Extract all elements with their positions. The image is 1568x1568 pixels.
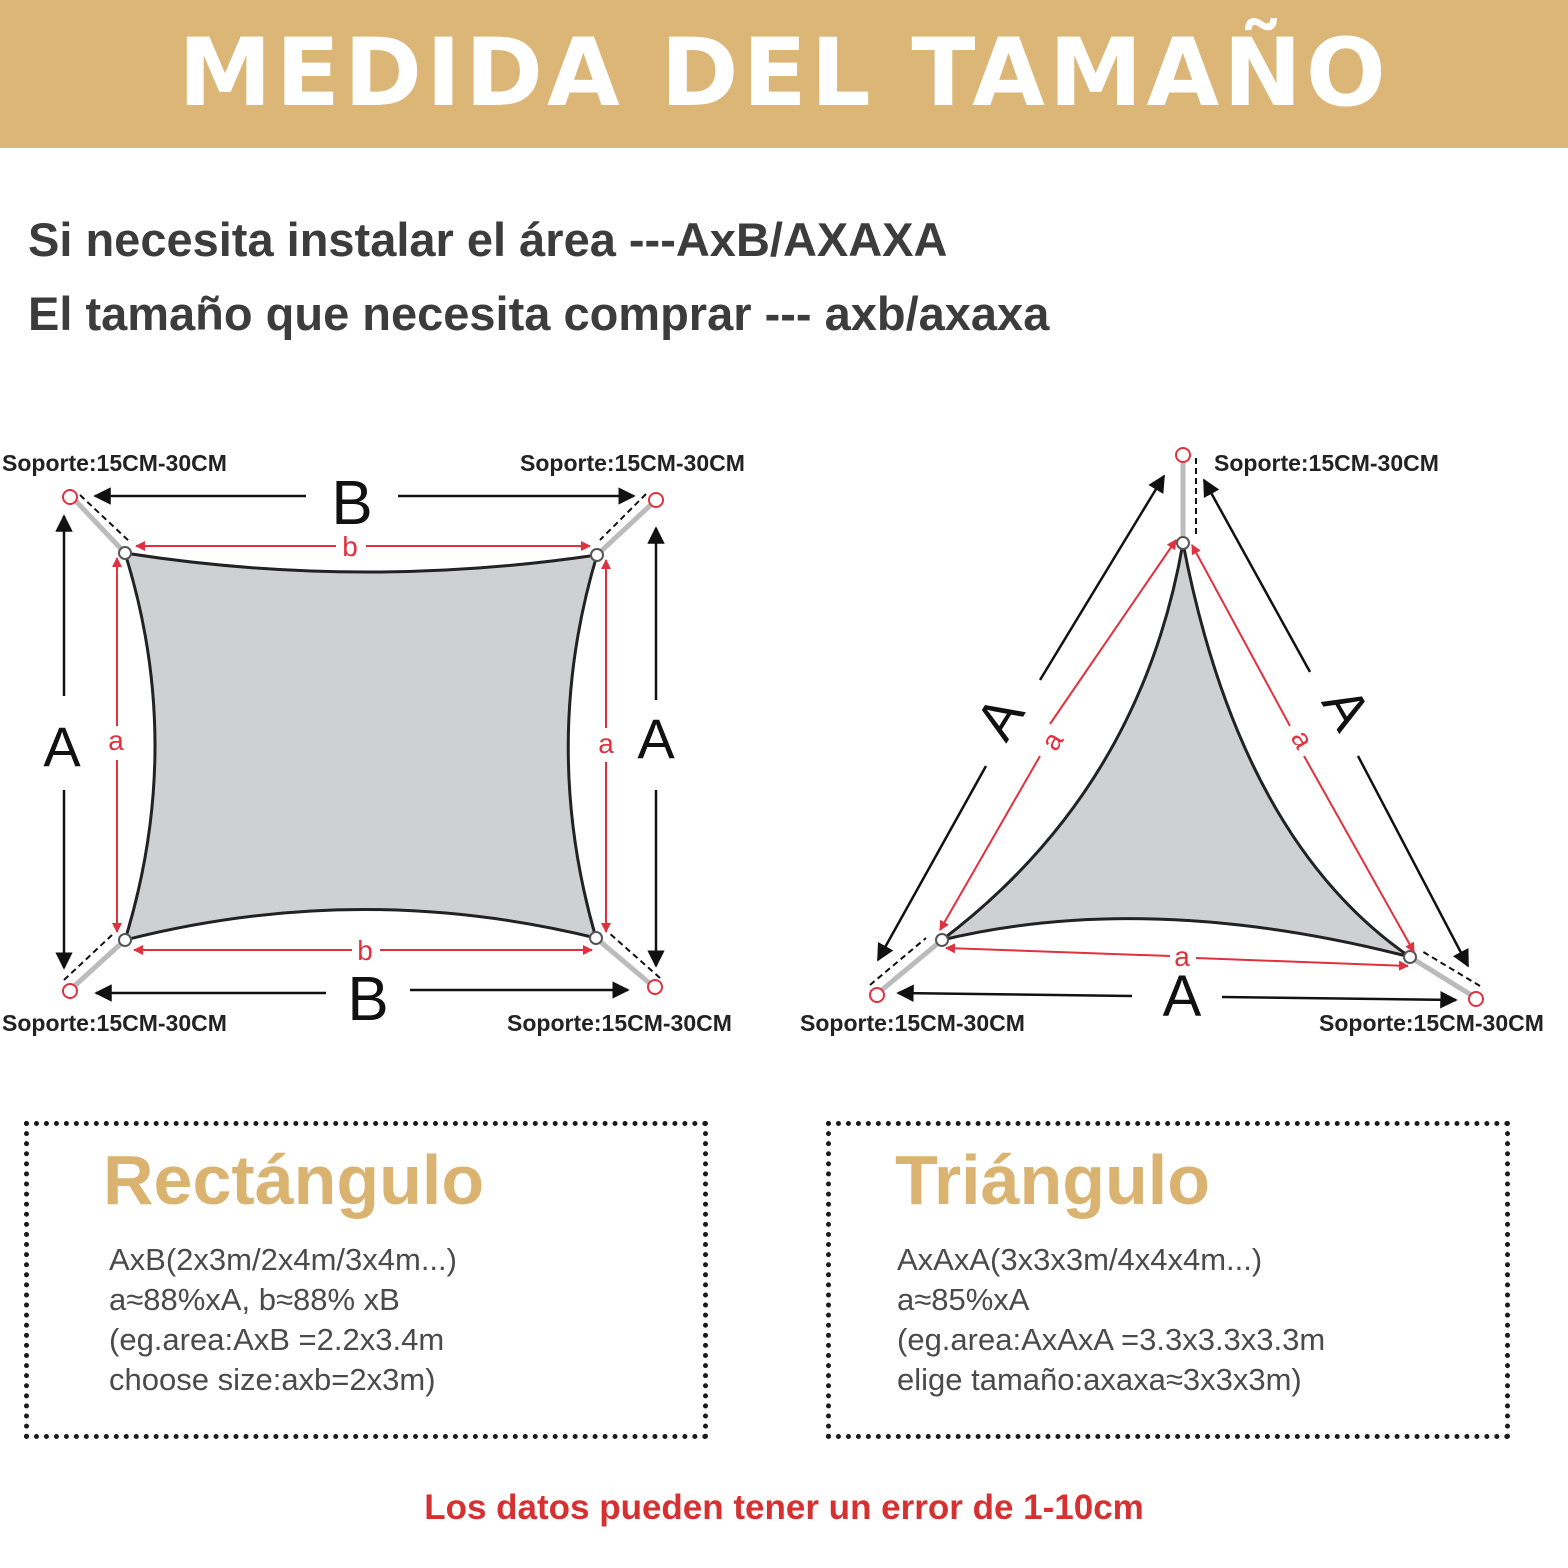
tri-right-A-label: A: [1310, 676, 1384, 741]
tri-line-3: (eg.area:AxAxA =3.3x3.3x3.3m: [897, 1322, 1326, 1357]
rect-fabric: [125, 553, 597, 940]
rect-bottom-B-label: B: [347, 965, 389, 1034]
rectangle-diagram: [43, 469, 675, 1034]
rect-top-B-label: B: [331, 469, 373, 538]
support-label-rect-top-right: Soporte:15CM-30CM: [520, 450, 745, 476]
tri-fabric: [942, 543, 1410, 957]
support-label-rect-top-left: Soporte:15CM-30CM: [2, 450, 227, 476]
support-label-tri-bottom-left: Soporte:15CM-30CM: [800, 1010, 1025, 1036]
rect-top-b-label: b: [342, 531, 358, 562]
tri-left-A-label: A: [962, 685, 1037, 751]
rect-line-4: choose size:axb=2x3m): [109, 1362, 436, 1397]
page-title: MEDIDA DEL TAMAÑO: [178, 19, 1390, 128]
support-label-tri-top: Soporte:15CM-30CM: [1214, 450, 1439, 476]
rect-right-A-label: A: [637, 707, 675, 770]
support-label-tri-bottom-right: Soporte:15CM-30CM: [1319, 1010, 1544, 1036]
rect-left-A-label: A: [43, 715, 81, 778]
rectangle-title: Rectángulo: [103, 1141, 485, 1219]
tri-line-1: AxAxA(3x3x3m/4x4x4m...): [897, 1242, 1263, 1277]
rect-line-3: (eg.area:AxB =2.2x3.4m: [109, 1322, 445, 1357]
intro-area-line: Si necesita instalar el área ---AxB/AXAXA: [28, 213, 948, 266]
support-label-rect-bottom-right: Soporte:15CM-30CM: [507, 1010, 732, 1036]
tri-bottom-a-label: a: [1174, 941, 1190, 972]
support-label-rect-bottom-left: Soporte:15CM-30CM: [2, 1010, 227, 1036]
tri-right-A-arrow-up: [1204, 480, 1310, 672]
rect-right-a-label: a: [598, 728, 614, 759]
tri-bottom-a-arrow-right: [1196, 958, 1408, 966]
tri-bottom-A-label: A: [1162, 964, 1202, 1029]
triangle-info-box: [826, 1121, 1510, 1439]
tri-right-a-label: a: [1284, 724, 1320, 754]
triangle-title: Triángulo: [895, 1141, 1210, 1219]
tri-bottom-a-arrow-left: [946, 948, 1170, 956]
rect-line-1: AxB(2x3m/2x4m/3x4m...): [109, 1242, 457, 1277]
error-note: Los datos pueden tener un error de 1-10cm: [424, 1488, 1144, 1527]
triangle-diagram: [870, 448, 1483, 1029]
rectangle-info-box: [24, 1121, 708, 1439]
intro-buy-line: El tamaño que necesita comprar --- axb/axaxa: [28, 287, 1050, 340]
tri-bottom-A-arrow-right: [1222, 997, 1456, 1000]
rect-line-2: a≈88%xA, b≈88% xB: [109, 1282, 400, 1317]
tri-left-a-label: a: [1034, 726, 1070, 756]
tri-bottom-A-arrow-left: [898, 993, 1132, 996]
tri-line-2: a≈85%xA: [897, 1282, 1030, 1317]
rect-bottom-b-label: b: [357, 935, 373, 966]
tri-line-4: elige tamaño:axaxa≈3x3x3m): [897, 1362, 1302, 1397]
rect-left-a-label: a: [108, 725, 124, 756]
